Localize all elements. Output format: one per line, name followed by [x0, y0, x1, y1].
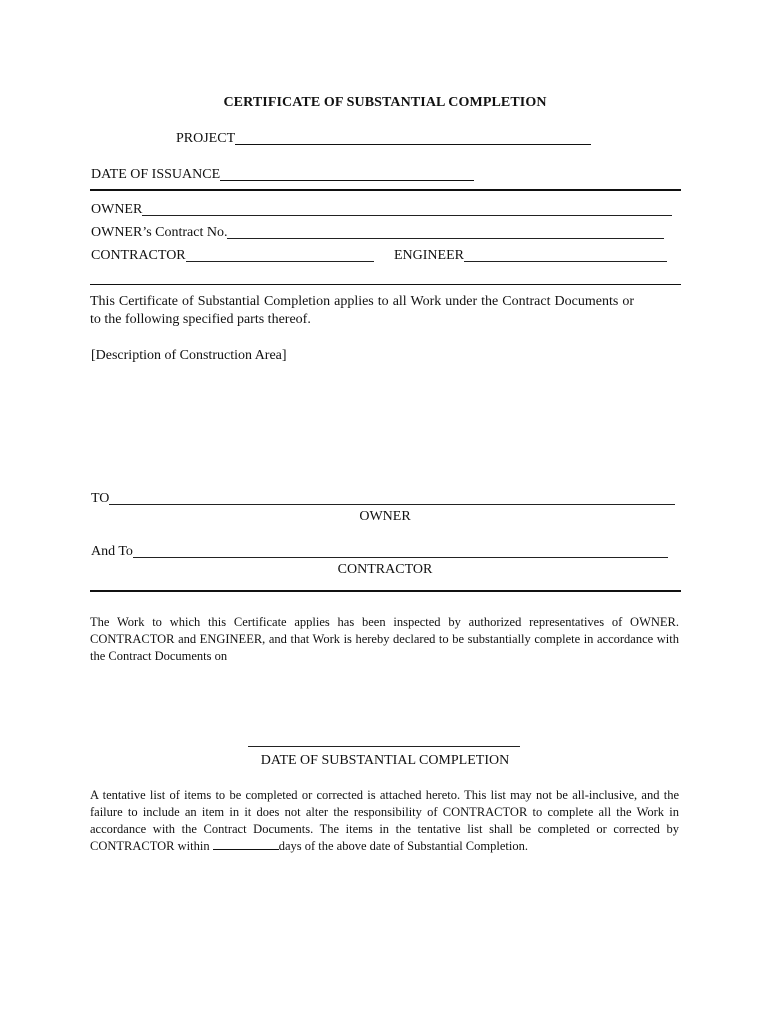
contractor-line [91, 247, 374, 265]
owner-label: OWNER [91, 202, 143, 217]
to-field[interactable] [109, 504, 675, 505]
owner-line [91, 201, 672, 219]
date-of-issuance-line [91, 166, 474, 184]
and-to-line [91, 543, 668, 561]
to-caption: OWNER [359, 509, 411, 524]
contractor-label: CONTRACTOR [91, 248, 186, 263]
section-divider [90, 590, 681, 592]
inspection-paragraph: The Work to which this Certificate applies has been inspected by authorized representatives of OWNER. CONTRACTOR and ENGINEER, and that Work is hereby declared to be substantially complete in accordance with the Contract Documents on [90, 615, 679, 663]
project-label: PROJECT [176, 131, 236, 146]
and-to-caption: CONTRACTOR [337, 562, 433, 577]
section-divider [90, 189, 681, 191]
section-divider [90, 284, 681, 285]
owner-contract-label: OWNER’s Contract No. [91, 225, 228, 240]
days-field[interactable] [213, 849, 279, 850]
tentative-text-after: days of the above date of Substantial Completion. [278, 839, 528, 853]
date-completion-caption: DATE OF SUBSTANTIAL COMPLETION [260, 753, 510, 768]
engineer-label: ENGINEER [394, 248, 464, 263]
project-line [176, 130, 591, 148]
tentative-list-paragraph [90, 787, 679, 855]
engineer-field[interactable] [464, 261, 667, 262]
project-field[interactable] [235, 144, 591, 145]
date-of-issuance-field[interactable] [220, 180, 474, 181]
date-completion-field[interactable] [248, 746, 520, 747]
description-placeholder: [Description of Construction Area] [91, 348, 287, 363]
date-of-issuance-label: DATE OF ISSUANCE [91, 167, 221, 182]
to-label: TO [91, 491, 110, 506]
owner-field[interactable] [142, 215, 672, 216]
and-to-label: And To [91, 544, 133, 559]
to-line [91, 490, 675, 508]
tentative-text-before: A tentative list of items to be completed or corrected is attached hereto. This list may not be all-inclusive, and the failure to include an item in it does not alter the responsibility of CONTRACTOR to complete all the Work in accordance with the Contract Documents. The items in the tentative list shall be completed or corrected by CONTRACTOR within [90, 788, 679, 853]
owner-contract-field[interactable] [227, 238, 664, 239]
engineer-line [394, 247, 667, 265]
and-to-field[interactable] [133, 557, 668, 558]
document-title: CERTIFICATE OF SUBSTANTIAL COMPLETION [223, 95, 547, 110]
owner-contract-line [91, 224, 664, 242]
contractor-field[interactable] [186, 261, 374, 262]
intro-paragraph: This Certificate of Substantial Completion applies to all Work under the Contract Documents or to the following specified parts thereof. [90, 294, 634, 327]
